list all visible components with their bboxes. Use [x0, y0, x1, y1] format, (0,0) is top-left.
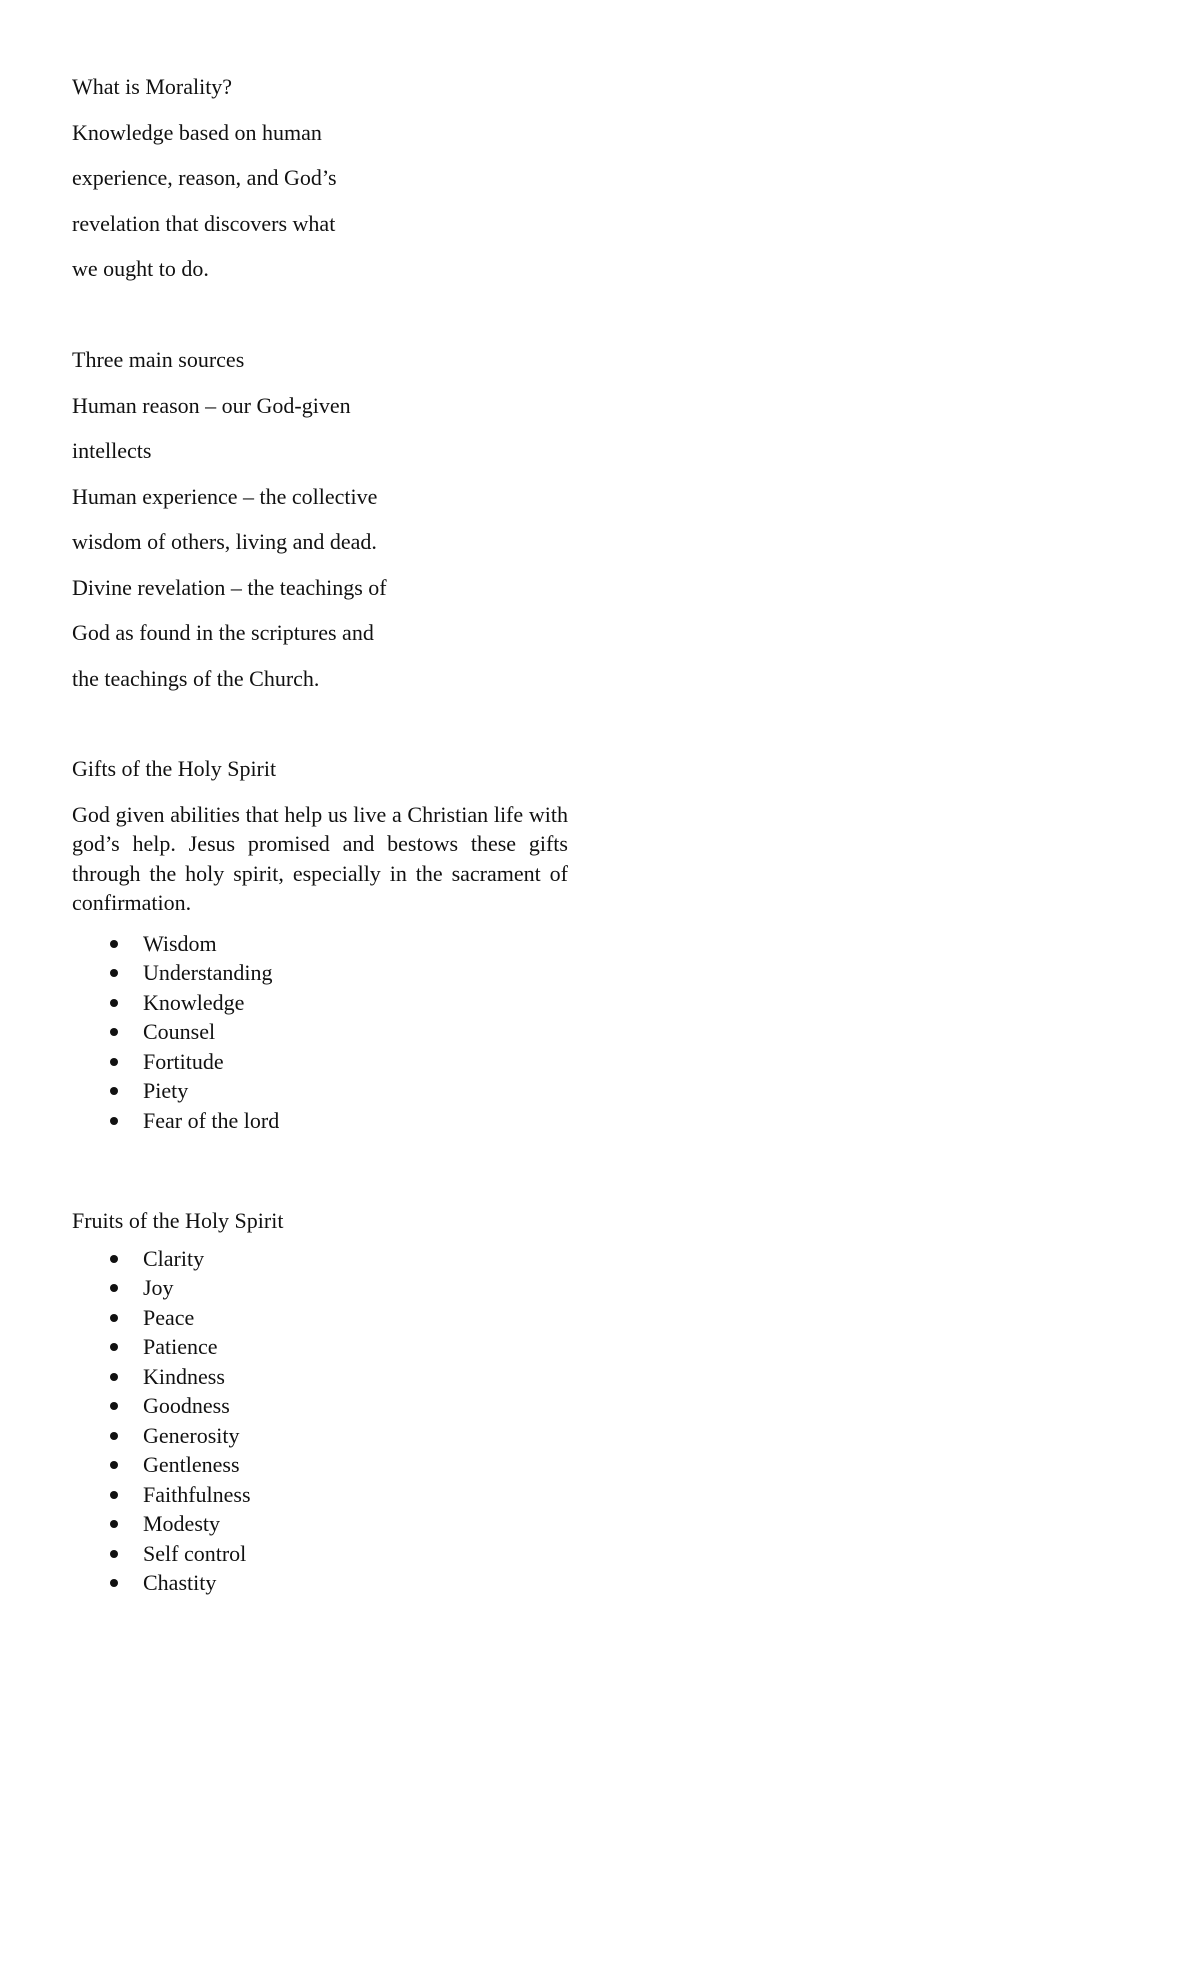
list-item [72, 1303, 283, 1333]
bullet-icon [110, 1314, 118, 1322]
list-item-label: Generosity [143, 1422, 240, 1448]
list-item [72, 1076, 568, 1106]
fruits-section [72, 1198, 283, 1598]
bullet-icon [110, 1284, 118, 1292]
morality-line: we ought to do. [72, 256, 209, 281]
morality-line: revelation that discovers what [72, 210, 336, 236]
list-item [72, 1273, 283, 1303]
list-item [72, 1047, 568, 1077]
list-item [72, 1450, 283, 1480]
morality-heading: What is Morality? [72, 74, 233, 99]
bullet-icon [110, 1432, 118, 1440]
list-item-label: Counsel [143, 1019, 216, 1044]
bullet-icon [110, 1087, 118, 1095]
bullet-icon [110, 1579, 118, 1587]
gifts-paragraph: God given abilities that help us live a Christian life with god’s help. Jesus promised and bestows these gifts through the holy spirit, especially in the sacrament of confirmation. [72, 801, 568, 915]
list-item [72, 1332, 283, 1362]
bullet-icon [110, 969, 118, 977]
list-item-label: Goodness [143, 1393, 230, 1418]
list-item [72, 1017, 568, 1047]
bullet-icon [110, 1255, 118, 1263]
morality-line: experience, reason, and God’s [72, 165, 337, 190]
list-item-label: Modesty [143, 1511, 220, 1536]
gifts-list [72, 929, 568, 1136]
bullet-icon [110, 1028, 118, 1036]
sources-section [72, 337, 387, 701]
fruits-heading: Fruits of the Holy Spirit [72, 1208, 284, 1233]
sources-line: the teachings of the Church. [72, 665, 320, 691]
list-item [72, 1539, 283, 1569]
list-item-label: Joy [143, 1275, 174, 1300]
bullet-icon [110, 1550, 118, 1558]
sources-line: intellects [72, 438, 152, 463]
list-item-label: Wisdom [143, 930, 217, 956]
gifts-section [72, 746, 568, 1135]
list-item [72, 1480, 283, 1510]
gifts-heading: Gifts of the Holy Spirit [72, 756, 277, 781]
list-item-label: Clarity [143, 1245, 205, 1271]
bullet-icon [110, 1461, 118, 1469]
fruits-list [72, 1244, 283, 1598]
sources-line: Human experience – the collective [72, 483, 378, 509]
list-item-label: Understanding [143, 960, 273, 985]
bullet-icon [110, 1491, 118, 1499]
sources-line: Divine revelation – the teachings of [72, 574, 387, 600]
bullet-icon [110, 1373, 118, 1381]
list-item [72, 1244, 283, 1274]
list-item [72, 1509, 283, 1539]
list-item-label: Fear of the lord [143, 1107, 280, 1133]
list-item-label: Piety [143, 1078, 189, 1103]
bullet-icon [110, 1402, 118, 1410]
list-item-label: Faithfulness [143, 1481, 251, 1507]
morality-line: Knowledge based on human [72, 119, 322, 145]
list-item [72, 1421, 283, 1451]
list-item-label: Fortitude [143, 1048, 224, 1074]
list-item [72, 1362, 283, 1392]
bullet-icon [110, 940, 118, 948]
list-item [72, 1391, 283, 1421]
bullet-icon [110, 999, 118, 1007]
list-item-label: Knowledge [143, 989, 245, 1015]
list-item-label: Chastity [143, 1570, 217, 1595]
bullet-icon [110, 1520, 118, 1528]
list-item-label: Peace [143, 1304, 195, 1330]
sources-line: wisdom of others, living and dead. [72, 529, 377, 554]
sources-line: Human reason – our God-given [72, 392, 351, 418]
list-item [72, 929, 568, 959]
list-item-label: Self control [143, 1540, 247, 1566]
bullet-icon [110, 1117, 118, 1125]
list-item-label: Kindness [143, 1363, 225, 1389]
list-item [72, 958, 568, 988]
list-item [72, 1106, 568, 1136]
list-item [72, 988, 568, 1018]
morality-section [72, 64, 337, 292]
sources-line: God as found in the scriptures and [72, 620, 374, 645]
sources-heading: Three main sources [72, 347, 245, 372]
bullet-icon [110, 1343, 118, 1351]
list-item-label: Gentleness [143, 1452, 240, 1477]
list-item [72, 1568, 283, 1598]
list-item-label: Patience [143, 1334, 218, 1359]
bullet-icon [110, 1058, 118, 1066]
